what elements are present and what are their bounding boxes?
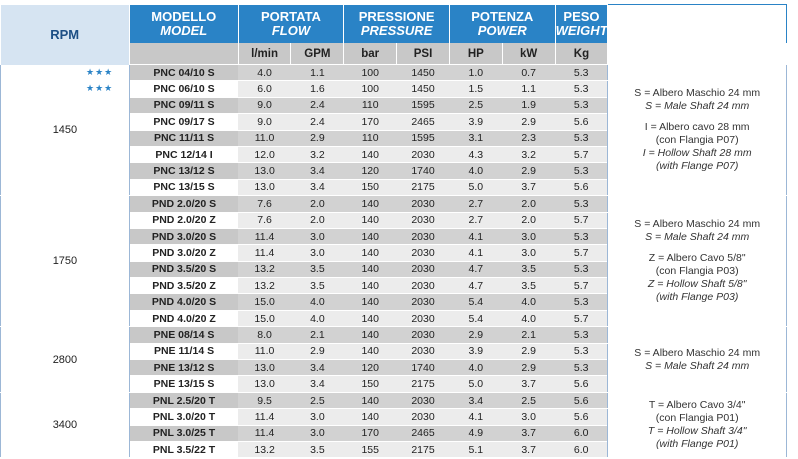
note-line bbox=[608, 113, 786, 121]
kg-cell: 6.0 bbox=[555, 425, 608, 441]
model-cell: PNE 08/14 S bbox=[129, 327, 238, 343]
gpm-cell: 2.0 bbox=[291, 212, 344, 228]
kg-cell: 5.3 bbox=[555, 130, 608, 146]
psi-cell: 1595 bbox=[397, 97, 450, 113]
model-cell: PND 3.5/20 S bbox=[129, 261, 238, 277]
hp-cell: 5.0 bbox=[449, 376, 502, 392]
kg-cell: 5.7 bbox=[555, 212, 608, 228]
header-power-en: POWER bbox=[477, 22, 527, 38]
unit-kw: kW bbox=[502, 43, 555, 65]
kw-cell: 2.5 bbox=[502, 392, 555, 408]
kw-cell: 3.7 bbox=[502, 441, 555, 457]
kg-cell: 5.3 bbox=[555, 360, 608, 376]
kg-cell: 5.6 bbox=[555, 392, 608, 408]
bar-cell: 140 bbox=[344, 343, 397, 359]
lmin-cell: 6.0 bbox=[238, 81, 291, 97]
psi-cell: 2030 bbox=[397, 392, 450, 408]
gpm-cell: 2.0 bbox=[291, 196, 344, 212]
hp-cell: 4.0 bbox=[449, 163, 502, 179]
model-cell: PNE 11/14 S bbox=[129, 343, 238, 359]
hp-cell: 2.7 bbox=[449, 196, 502, 212]
kw-cell: 4.0 bbox=[502, 310, 555, 326]
hp-cell: 4.1 bbox=[449, 409, 502, 425]
hp-cell: 5.1 bbox=[449, 441, 502, 457]
bar-cell: 120 bbox=[344, 360, 397, 376]
note-line: S = Albero Maschio 24 mm bbox=[634, 87, 761, 100]
note-line: S = Albero Maschio 24 mm bbox=[634, 218, 761, 231]
model-cell: PNE 13/12 S bbox=[129, 360, 238, 376]
unit-bar: bar bbox=[344, 43, 397, 65]
star-rating-icon: ★★★ bbox=[86, 66, 114, 77]
lmin-cell: 13.0 bbox=[238, 376, 291, 392]
header-model bbox=[129, 5, 238, 44]
rpm-cell: 1750 bbox=[1, 196, 130, 327]
table-row bbox=[1, 392, 787, 408]
model-cell: PND 3.0/20 Z bbox=[129, 245, 238, 261]
psi-cell: 2030 bbox=[397, 261, 450, 277]
kw-cell: 3.0 bbox=[502, 245, 555, 261]
hp-cell: 4.3 bbox=[449, 146, 502, 162]
bar-cell: 150 bbox=[344, 376, 397, 392]
model-cell: PND 3.0/20 S bbox=[129, 228, 238, 244]
model-cell: PNE 13/15 S bbox=[129, 376, 238, 392]
bar-cell: 140 bbox=[344, 310, 397, 326]
gpm-cell: 1.6 bbox=[291, 81, 344, 97]
lmin-cell: 7.6 bbox=[238, 212, 291, 228]
header-pressure-it: PRESSIONE bbox=[358, 8, 435, 24]
table-body bbox=[1, 65, 787, 458]
unit-hp: HP bbox=[449, 43, 502, 65]
gpm-cell: 4.0 bbox=[291, 310, 344, 326]
hp-cell: 3.1 bbox=[449, 130, 502, 146]
unit-kg: Kg bbox=[555, 43, 608, 65]
hp-cell: 4.1 bbox=[449, 228, 502, 244]
psi-cell: 2175 bbox=[397, 441, 450, 457]
bar-cell: 110 bbox=[344, 97, 397, 113]
model-cell: PND 4.0/20 S bbox=[129, 294, 238, 310]
table-row bbox=[1, 196, 787, 212]
hp-cell: 5.4 bbox=[449, 294, 502, 310]
notes-cell bbox=[608, 196, 787, 327]
header-weight-en: WEIGHT bbox=[555, 22, 608, 38]
header-flow-en: FLOW bbox=[271, 22, 311, 38]
model-cell: PND 3.5/20 Z bbox=[129, 278, 238, 294]
header-pressure bbox=[344, 5, 450, 44]
lmin-cell: 13.2 bbox=[238, 278, 291, 294]
bar-cell: 155 bbox=[344, 441, 397, 457]
bar-cell: 140 bbox=[344, 146, 397, 162]
kw-cell: 1.9 bbox=[502, 97, 555, 113]
gpm-cell: 3.0 bbox=[291, 409, 344, 425]
unit-gpm: GPM bbox=[291, 43, 344, 65]
pump-spec-table bbox=[0, 4, 787, 458]
unit-model-blank bbox=[129, 43, 238, 65]
lmin-cell: 12.0 bbox=[238, 146, 291, 162]
bar-cell: 140 bbox=[344, 245, 397, 261]
kg-cell: 6.0 bbox=[555, 441, 608, 457]
model-cell: PNL 3.0/25 T bbox=[129, 425, 238, 441]
note-line: S = Male Shaft 24 mm bbox=[645, 231, 750, 244]
gpm-cell: 3.5 bbox=[291, 261, 344, 277]
model-cell: PND 2.0/20 S bbox=[129, 196, 238, 212]
gpm-cell: 2.5 bbox=[291, 392, 344, 408]
kg-cell: 5.3 bbox=[555, 81, 608, 97]
notes-cell bbox=[608, 327, 787, 393]
hp-cell: 2.5 bbox=[449, 97, 502, 113]
note-line: T = Albero Cavo 3/4" bbox=[648, 399, 746, 412]
header-weight bbox=[555, 5, 608, 44]
gpm-cell: 3.2 bbox=[291, 146, 344, 162]
psi-cell: 2030 bbox=[397, 310, 450, 326]
gpm-cell: 2.4 bbox=[291, 114, 344, 130]
notes-cell bbox=[608, 392, 787, 458]
bar-cell: 170 bbox=[344, 114, 397, 130]
hp-cell: 5.0 bbox=[449, 179, 502, 195]
lmin-cell: 13.2 bbox=[238, 441, 291, 457]
lmin-cell: 4.0 bbox=[238, 65, 291, 81]
note-line: I = Hollow Shaft 28 mm bbox=[642, 147, 752, 160]
header-pressure-en: PRESSURE bbox=[360, 22, 433, 38]
gpm-cell: 3.0 bbox=[291, 228, 344, 244]
model-cell: PND 2.0/20 Z bbox=[129, 212, 238, 228]
bar-cell: 100 bbox=[344, 65, 397, 81]
kg-cell: 5.3 bbox=[555, 261, 608, 277]
model-cell: PNC 12/14 I bbox=[129, 146, 238, 162]
kw-cell: 2.9 bbox=[502, 343, 555, 359]
kg-cell: 5.7 bbox=[555, 146, 608, 162]
bar-cell: 170 bbox=[344, 425, 397, 441]
lmin-cell: 9.0 bbox=[238, 114, 291, 130]
lmin-cell: 13.0 bbox=[238, 163, 291, 179]
lmin-cell: 9.0 bbox=[238, 97, 291, 113]
psi-cell: 2030 bbox=[397, 327, 450, 343]
header-flow-it: PORTATA bbox=[261, 8, 321, 24]
gpm-cell: 2.1 bbox=[291, 327, 344, 343]
psi-cell: 2175 bbox=[397, 376, 450, 392]
psi-cell: 2030 bbox=[397, 409, 450, 425]
kw-cell: 4.0 bbox=[502, 294, 555, 310]
note-line: S = Albero Maschio 24 mm bbox=[634, 346, 761, 359]
header-model-en: MODEL bbox=[160, 22, 208, 38]
kw-cell: 2.3 bbox=[502, 130, 555, 146]
rpm-cell: 1450 bbox=[1, 65, 130, 196]
gpm-cell: 3.4 bbox=[291, 376, 344, 392]
lmin-cell: 11.4 bbox=[238, 245, 291, 261]
note-line bbox=[608, 244, 786, 252]
model-cell: PNC 04/10 S bbox=[129, 65, 238, 81]
psi-cell: 2030 bbox=[397, 228, 450, 244]
gpm-cell: 3.0 bbox=[291, 425, 344, 441]
lmin-cell: 13.0 bbox=[238, 179, 291, 195]
kw-cell: 3.7 bbox=[502, 425, 555, 441]
bar-cell: 140 bbox=[344, 294, 397, 310]
hp-cell: 2.7 bbox=[449, 212, 502, 228]
lmin-cell: 9.5 bbox=[238, 392, 291, 408]
note-line: (con Flangia P07) bbox=[655, 134, 739, 147]
header-rpm: RPM bbox=[1, 5, 130, 65]
hp-cell: 5.4 bbox=[449, 310, 502, 326]
lmin-cell: 11.4 bbox=[238, 228, 291, 244]
lmin-cell: 11.4 bbox=[238, 425, 291, 441]
psi-cell: 2030 bbox=[397, 343, 450, 359]
kw-cell: 3.0 bbox=[502, 409, 555, 425]
model-cell: PNC 06/10 S bbox=[129, 81, 238, 97]
bar-cell: 110 bbox=[344, 130, 397, 146]
lmin-cell: 8.0 bbox=[238, 327, 291, 343]
note-line: (with Flange P01) bbox=[656, 438, 739, 451]
note-line: Z = Hollow Shaft 5/8" bbox=[647, 278, 747, 291]
note-line: S = Male Shaft 24 mm bbox=[645, 359, 750, 372]
kw-cell: 2.9 bbox=[502, 163, 555, 179]
kg-cell: 5.3 bbox=[555, 343, 608, 359]
header-row bbox=[1, 5, 787, 44]
hp-cell: 3.9 bbox=[449, 114, 502, 130]
table-row bbox=[1, 65, 787, 81]
gpm-cell: 1.1 bbox=[291, 65, 344, 81]
hp-cell: 4.0 bbox=[449, 360, 502, 376]
psi-cell: 2030 bbox=[397, 212, 450, 228]
kw-cell: 2.9 bbox=[502, 114, 555, 130]
gpm-cell: 3.4 bbox=[291, 360, 344, 376]
note-line: Z = Albero Cavo 5/8" bbox=[648, 252, 746, 265]
model-cell: PNC 09/11 S bbox=[129, 97, 238, 113]
kg-cell: 5.6 bbox=[555, 376, 608, 392]
note-line: T = Hollow Shaft 3/4" bbox=[647, 425, 747, 438]
header-flow bbox=[238, 5, 344, 44]
rpm-cell: 2800 bbox=[1, 327, 130, 393]
kg-cell: 5.7 bbox=[555, 310, 608, 326]
kw-cell: 3.5 bbox=[502, 261, 555, 277]
hp-cell: 1.0 bbox=[449, 65, 502, 81]
kw-cell: 3.0 bbox=[502, 228, 555, 244]
lmin-cell: 7.6 bbox=[238, 196, 291, 212]
gpm-cell: 4.0 bbox=[291, 294, 344, 310]
gpm-cell: 2.9 bbox=[291, 130, 344, 146]
psi-cell: 1595 bbox=[397, 130, 450, 146]
kg-cell: 5.3 bbox=[555, 65, 608, 81]
psi-cell: 1450 bbox=[397, 65, 450, 81]
unit-lmin: l/min bbox=[238, 43, 291, 65]
bar-cell: 140 bbox=[344, 212, 397, 228]
model-cell: PND 4.0/20 Z bbox=[129, 310, 238, 326]
kw-cell: 2.0 bbox=[502, 212, 555, 228]
unit-psi: PSI bbox=[397, 43, 450, 65]
hp-cell: 4.1 bbox=[449, 245, 502, 261]
hp-cell: 1.5 bbox=[449, 81, 502, 97]
kw-cell: 1.1 bbox=[502, 81, 555, 97]
kw-cell: 2.9 bbox=[502, 360, 555, 376]
note-line: (con Flangia P01) bbox=[655, 412, 739, 425]
psi-cell: 2465 bbox=[397, 114, 450, 130]
note-line: S = Male Shaft 24 mm bbox=[645, 100, 750, 113]
psi-cell: 2030 bbox=[397, 245, 450, 261]
model-cell: PNC 13/12 S bbox=[129, 163, 238, 179]
table-row bbox=[1, 327, 787, 343]
bar-cell: 140 bbox=[344, 409, 397, 425]
notes-cell bbox=[608, 65, 787, 196]
model-cell: PNC 13/15 S bbox=[129, 179, 238, 195]
gpm-cell: 3.0 bbox=[291, 245, 344, 261]
note-line: (with Flange P07) bbox=[656, 160, 739, 173]
header-model-it: MODELLO bbox=[151, 8, 217, 24]
kg-cell: 5.3 bbox=[555, 294, 608, 310]
model-cell: PNL 2.5/20 T bbox=[129, 392, 238, 408]
gpm-cell: 3.4 bbox=[291, 179, 344, 195]
hp-cell: 3.9 bbox=[449, 343, 502, 359]
kg-cell: 5.6 bbox=[555, 409, 608, 425]
kw-cell: 3.7 bbox=[502, 376, 555, 392]
rpm-cell: 3400 bbox=[1, 392, 130, 458]
kg-cell: 5.3 bbox=[555, 196, 608, 212]
lmin-cell: 15.0 bbox=[238, 294, 291, 310]
model-cell: PNC 11/11 S bbox=[129, 130, 238, 146]
kg-cell: 5.6 bbox=[555, 179, 608, 195]
header-power bbox=[449, 5, 555, 44]
bar-cell: 140 bbox=[344, 261, 397, 277]
kw-cell: 3.7 bbox=[502, 179, 555, 195]
lmin-cell: 13.0 bbox=[238, 360, 291, 376]
bar-cell: 140 bbox=[344, 278, 397, 294]
bar-cell: 120 bbox=[344, 163, 397, 179]
hp-cell: 4.7 bbox=[449, 278, 502, 294]
note-line: I = Albero cavo 28 mm bbox=[644, 121, 750, 134]
kw-cell: 2.0 bbox=[502, 196, 555, 212]
kg-cell: 5.3 bbox=[555, 163, 608, 179]
kg-cell: 5.7 bbox=[555, 245, 608, 261]
note-line: (con Flangia P03) bbox=[655, 265, 739, 278]
kg-cell: 5.3 bbox=[555, 327, 608, 343]
model-cell: PNC 09/17 S bbox=[129, 114, 238, 130]
kg-cell: 5.7 bbox=[555, 278, 608, 294]
hp-cell: 4.7 bbox=[449, 261, 502, 277]
kw-cell: 3.5 bbox=[502, 278, 555, 294]
gpm-cell: 2.9 bbox=[291, 343, 344, 359]
gpm-cell: 3.5 bbox=[291, 441, 344, 457]
bar-cell: 100 bbox=[344, 81, 397, 97]
model-cell: PNL 3.0/20 T bbox=[129, 409, 238, 425]
psi-cell: 1740 bbox=[397, 360, 450, 376]
note-line: (with Flange P03) bbox=[656, 291, 739, 304]
kg-cell: 5.3 bbox=[555, 228, 608, 244]
lmin-cell: 15.0 bbox=[238, 310, 291, 326]
lmin-cell: 11.0 bbox=[238, 130, 291, 146]
hp-cell: 4.9 bbox=[449, 425, 502, 441]
psi-cell: 1740 bbox=[397, 163, 450, 179]
psi-cell: 2030 bbox=[397, 294, 450, 310]
bar-cell: 140 bbox=[344, 327, 397, 343]
unit-notes-blank bbox=[608, 43, 787, 65]
header-weight-it: PESO bbox=[563, 8, 600, 24]
bar-cell: 140 bbox=[344, 392, 397, 408]
psi-cell: 2175 bbox=[397, 179, 450, 195]
psi-cell: 2030 bbox=[397, 146, 450, 162]
hp-cell: 2.9 bbox=[449, 327, 502, 343]
header-power-it: POTENZA bbox=[471, 8, 534, 24]
star-rating-icon: ★★★ bbox=[86, 83, 114, 94]
lmin-cell: 11.0 bbox=[238, 343, 291, 359]
bar-cell: 140 bbox=[344, 228, 397, 244]
lmin-cell: 13.2 bbox=[238, 261, 291, 277]
gpm-cell: 3.5 bbox=[291, 278, 344, 294]
kg-cell: 5.6 bbox=[555, 114, 608, 130]
gpm-cell: 2.4 bbox=[291, 97, 344, 113]
kw-cell: 0.7 bbox=[502, 65, 555, 81]
lmin-cell: 11.4 bbox=[238, 409, 291, 425]
psi-cell: 2465 bbox=[397, 425, 450, 441]
bar-cell: 150 bbox=[344, 179, 397, 195]
model-cell: PNL 3.5/22 T bbox=[129, 441, 238, 457]
kg-cell: 5.3 bbox=[555, 97, 608, 113]
kw-cell: 3.2 bbox=[502, 146, 555, 162]
hp-cell: 3.4 bbox=[449, 392, 502, 408]
bar-cell: 140 bbox=[344, 196, 397, 212]
psi-cell: 2030 bbox=[397, 278, 450, 294]
psi-cell: 1450 bbox=[397, 81, 450, 97]
header-notes-blank bbox=[608, 5, 787, 44]
psi-cell: 2030 bbox=[397, 196, 450, 212]
kw-cell: 2.1 bbox=[502, 327, 555, 343]
gpm-cell: 3.4 bbox=[291, 163, 344, 179]
